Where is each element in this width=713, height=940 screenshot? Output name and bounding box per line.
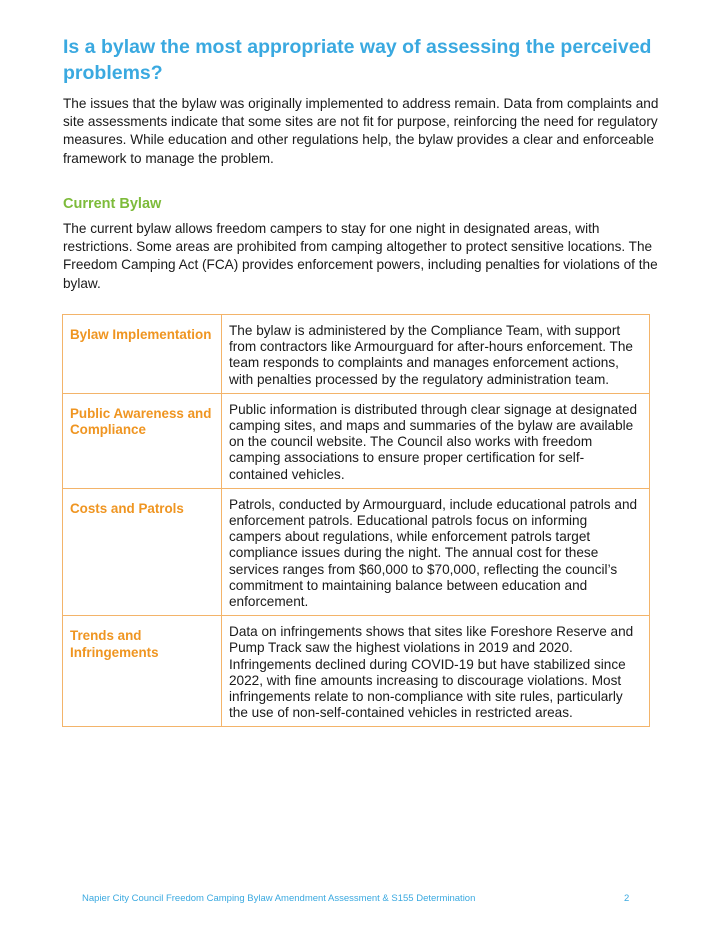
row-text: Data on infringements shows that sites like Foreshore Reserve and Pump Track saw the highest violations in 2019 and 2020. Infringements declined during COVID-19 but have stabilized since 2022, with fine amounts increasing to discourage violations. Most infringements relate to non-compliance with site rules, particularly the use of non-self-contained vehicles in restricted areas. bbox=[222, 616, 650, 727]
row-label: Costs and Patrols bbox=[63, 488, 222, 615]
row-label: Bylaw Implementation bbox=[63, 315, 222, 394]
row-label: Trends and Infringements bbox=[63, 616, 222, 727]
table-row bbox=[63, 616, 650, 727]
bylaw-details-table bbox=[62, 314, 650, 727]
row-text: The bylaw is administered by the Compliance Team, with support from contractors like Armourguard for after-hours enforcement. The team responds to complaints and manages enforcement actions, with penalties processed by the regulatory administration team. bbox=[222, 315, 650, 394]
section-heading: Current Bylaw bbox=[63, 196, 162, 212]
intro-paragraph: The issues that the bylaw was originally implemented to address remain. Data from complaints and site assessments indicate that some sites are not fit for purpose, reinforcing the need for regulatory measures. While education and other regulations help, the bylaw provides a clear and enforceable framework to manage the problem. bbox=[63, 96, 659, 166]
row-text: Patrols, conducted by Armourguard, include educational patrols and enforcement patrols. Educational patrols focus on informing campers about regulations, while enforcement patrols target compliance issues during the night. The annual cost for these services ranges from $60,000 to $70,000, reflecting the council’s commitment to maintaining balance between education and enforcement. bbox=[222, 488, 650, 615]
table-row bbox=[63, 488, 650, 615]
footer-document-title: Napier City Council Freedom Camping Bylaw Amendment Assessment & S155 Determination bbox=[82, 893, 476, 904]
row-text: Public information is distributed through clear signage at designated camping sites, and maps and summaries of the bylaw are available on the council website. The Council also works with freedom camping associations to ensure proper certification for self-contained vehicles. bbox=[222, 393, 650, 488]
table-row bbox=[63, 315, 650, 394]
row-label: Public Awareness and Compliance bbox=[63, 393, 222, 488]
section-paragraph: The current bylaw allows freedom campers to stay for one night in designated areas, with restrictions. Some areas are prohibited from camping altogether to protect sensitive locations. The Freedom Camping Act (FCA) provides enforcement powers, including penalties for violations of the bylaw. bbox=[63, 221, 658, 291]
footer-page-number: 2 bbox=[624, 893, 630, 904]
table-row bbox=[63, 393, 650, 488]
page-heading: Is a bylaw the most appropriate way of assessing the perceived problems? bbox=[63, 36, 652, 84]
